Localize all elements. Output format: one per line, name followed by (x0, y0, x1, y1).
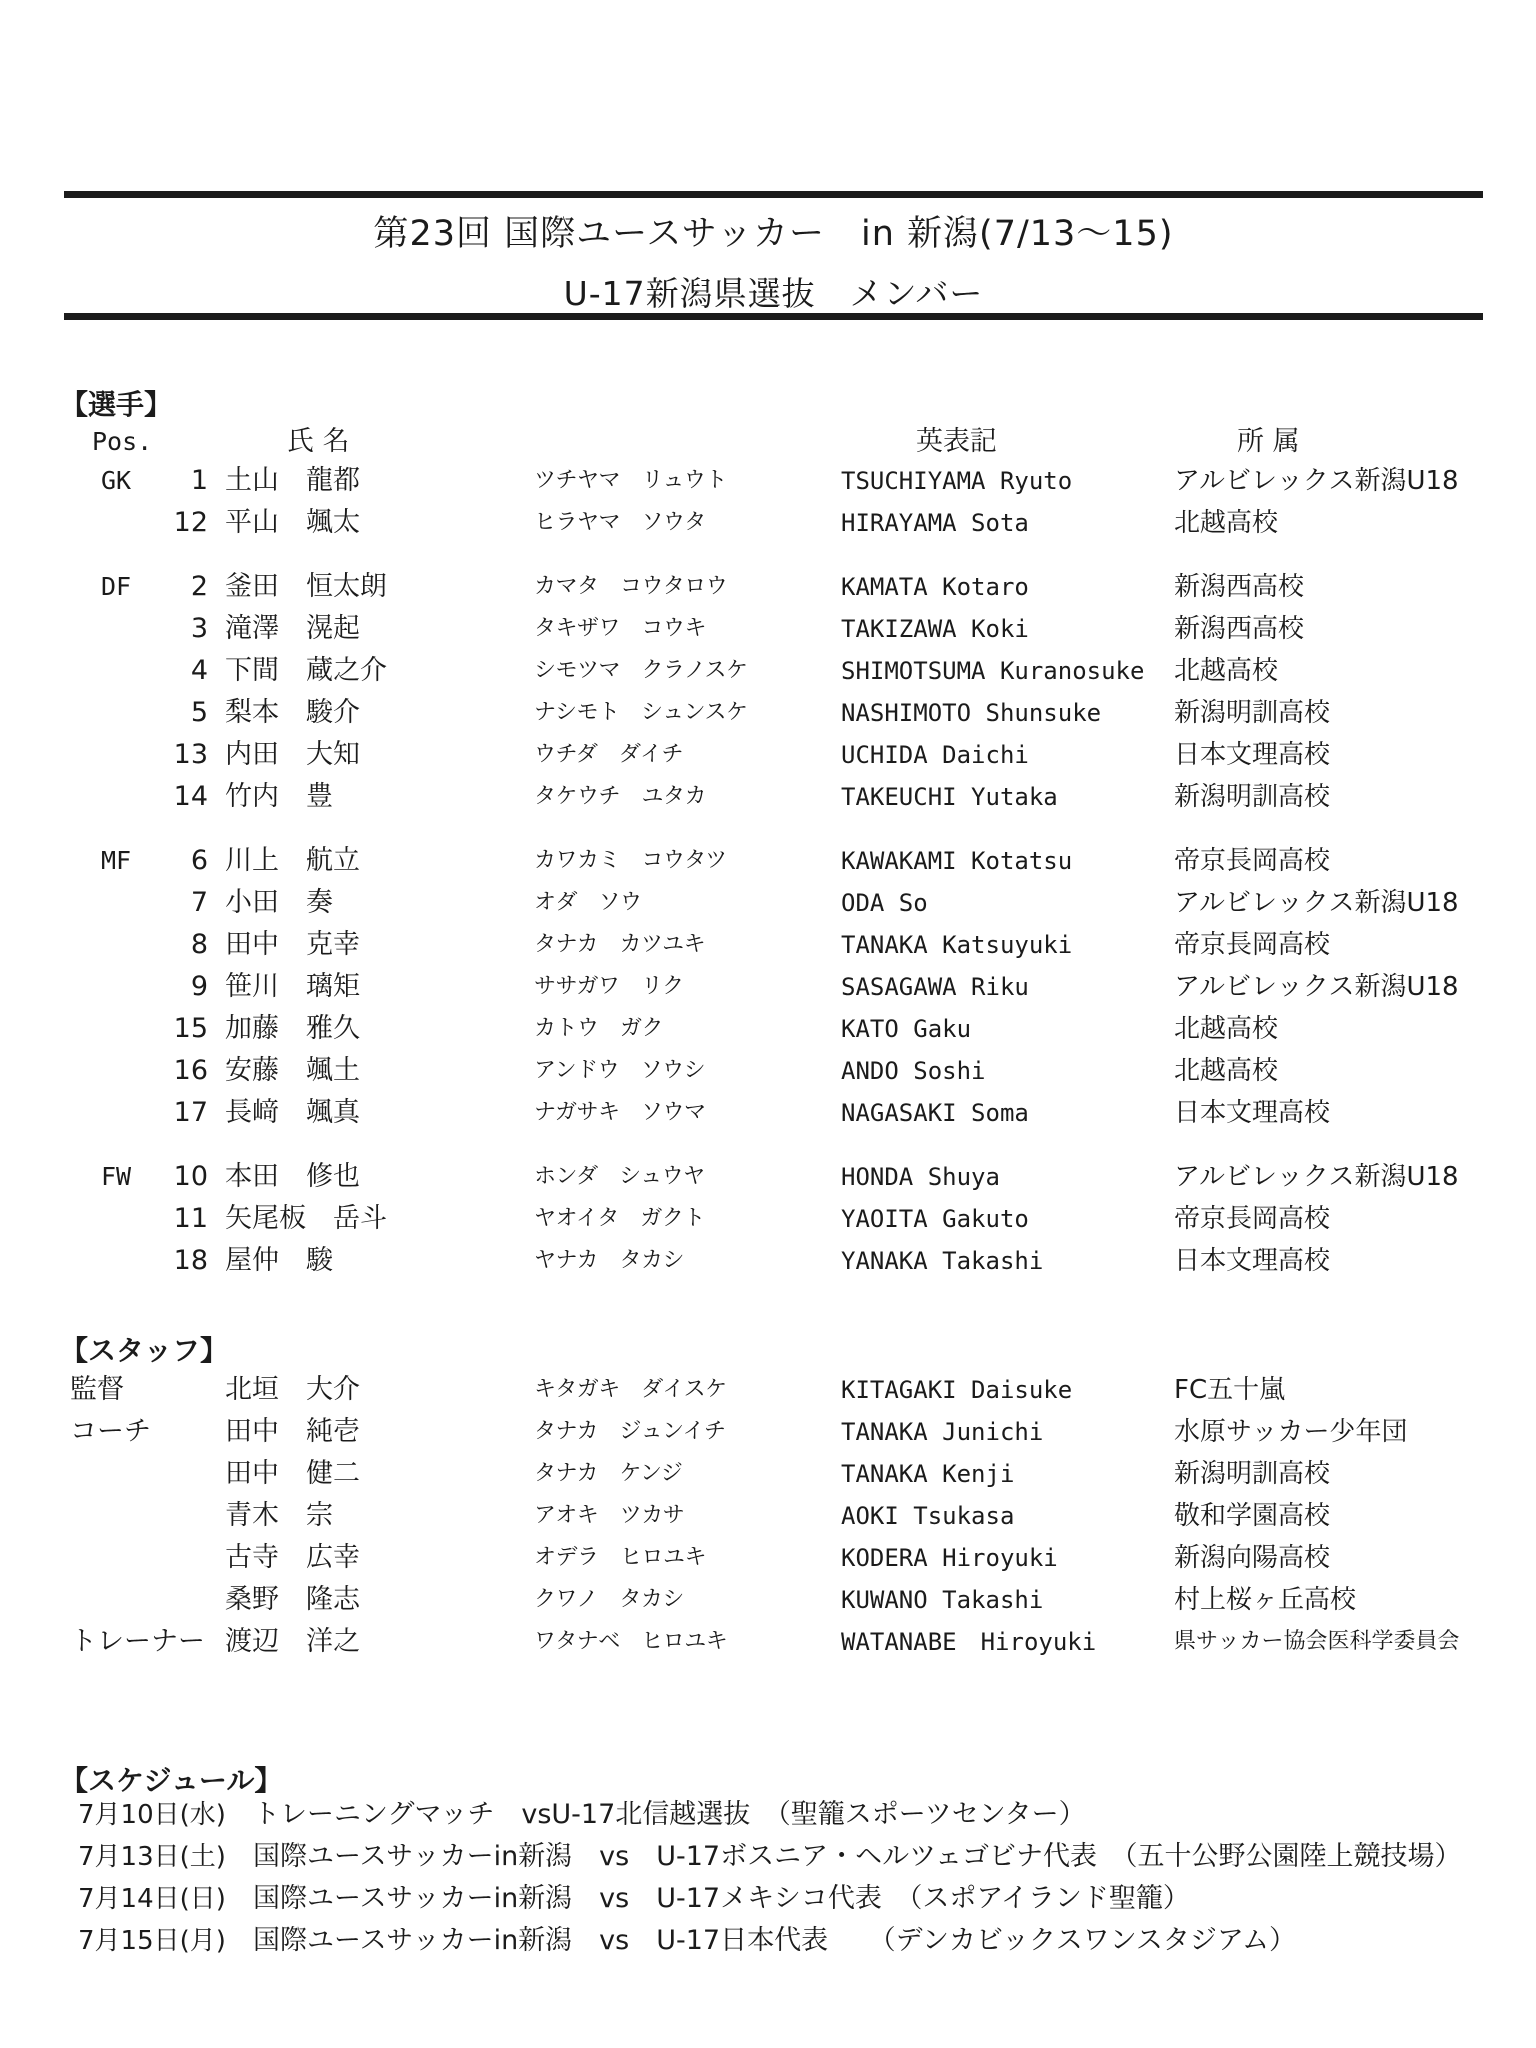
player-row (0, 1092, 1536, 1134)
staff-row (0, 1537, 1536, 1579)
player-name-kana: ナガサキ ソウマ (534, 1100, 706, 1125)
player-row (0, 1198, 1536, 1240)
player-position: FW (101, 1162, 132, 1191)
player-affiliation: 新潟西高校 (1174, 614, 1305, 644)
player-number: 6 (190, 845, 208, 876)
player-affiliation: 新潟西高校 (1174, 572, 1305, 602)
staff-rows (0, 1369, 1536, 1663)
player-row (0, 1156, 1536, 1198)
player-name-kanji: 土山 龍都 (225, 465, 360, 496)
player-number: 14 (173, 781, 208, 812)
player-number: 7 (190, 887, 208, 918)
schedule-row (0, 1794, 1536, 1836)
player-name-kanji: 屋仲 駿 (225, 1245, 333, 1276)
schedule-date: 7月15日(月) (78, 1926, 226, 1956)
staff-row (0, 1621, 1536, 1663)
player-name-english: YANAKA Takashi (841, 1247, 1044, 1275)
player-name-kanji: 釜田 恒太朗 (225, 571, 387, 602)
player-number: 11 (173, 1203, 208, 1234)
divider-under-title (64, 313, 1483, 320)
player-affiliation: 帝京長岡高校 (1174, 846, 1331, 876)
player-name-kanji: 矢尾板 岳斗 (225, 1203, 387, 1234)
staff-name-kanji: 青木 宗 (225, 1500, 333, 1531)
player-row (0, 966, 1536, 1008)
player-affiliation: 日本文理高校 (1174, 1098, 1331, 1128)
player-name-kana: ヒラヤマ ソウタ (534, 510, 706, 535)
player-row (0, 882, 1536, 924)
staff-name-english: WATANABE Hiroyuki (841, 1628, 1097, 1656)
player-affiliation: 北越高校 (1174, 508, 1279, 538)
player-name-english: TSUCHIYAMA Ryuto (841, 467, 1073, 495)
divider-top (64, 191, 1483, 198)
player-name-english: TAKIZAWA Koki (841, 615, 1029, 643)
player-affiliation: 北越高校 (1174, 656, 1279, 686)
player-affiliation: 帝京長岡高校 (1174, 930, 1331, 960)
player-name-kana: ササガワ リク (534, 974, 684, 999)
player-number: 5 (190, 697, 208, 728)
player-number: 3 (190, 613, 208, 644)
player-row (0, 1050, 1536, 1092)
player-affiliation: 帝京長岡高校 (1174, 1204, 1331, 1234)
staff-affiliation: 敬和学園高校 (1174, 1501, 1331, 1531)
staff-name-kana: タナカ ケンジ (534, 1461, 683, 1486)
player-name-kanji: 本田 修也 (225, 1161, 360, 1192)
player-name-kanji: 竹内 豊 (225, 781, 333, 812)
staff-heading: 【スタッフ】 (60, 1334, 229, 1367)
player-name-kana: カトウ ガク (534, 1016, 664, 1041)
staff-name-kanji: 田中 健二 (225, 1458, 360, 1489)
player-name-english: KAMATA Kotaro (841, 573, 1029, 601)
schedule-section (0, 1766, 1536, 1962)
staff-name-english: KUWANO Takashi (841, 1586, 1044, 1614)
player-name-kana: ウチダ ダイチ (534, 742, 683, 767)
player-name-kana: シモツマ クラノスケ (534, 658, 748, 683)
player-name-kanji: 小田 奏 (225, 887, 333, 918)
staff-name-english: TANAKA Junichi (841, 1418, 1044, 1446)
staff-name-kanji: 北垣 大介 (225, 1374, 360, 1405)
player-name-english: SHIMOTSUMA Kuranosuke (841, 657, 1145, 685)
player-row (0, 1240, 1536, 1282)
player-number: 17 (173, 1097, 208, 1128)
staff-name-kana: オデラ ヒロユキ (534, 1545, 707, 1570)
player-name-english: SASAGAWA Riku (841, 973, 1029, 1001)
staff-role: 監督 (70, 1374, 124, 1405)
player-row (0, 608, 1536, 650)
player-name-english: UCHIDA Daichi (841, 741, 1029, 769)
player-name-kana: ヤオイタ ガクト (534, 1206, 705, 1231)
player-affiliation: アルビレックス新潟U18 (1174, 972, 1459, 1002)
player-row (0, 460, 1536, 502)
staff-row (0, 1411, 1536, 1453)
player-row (0, 692, 1536, 734)
staff-name-english: KODERA Hiroyuki (841, 1544, 1058, 1572)
player-affiliation: 北越高校 (1174, 1056, 1279, 1086)
player-name-kana: タケウチ ユタカ (534, 784, 707, 809)
player-number: 16 (173, 1055, 208, 1086)
staff-name-kanji: 田中 純壱 (225, 1416, 360, 1447)
schedule-detail: 国際ユースサッカーin新潟 vs U-17ボスニア・ヘルツェゴビナ代表 （五十公野公園陸上競技場） (253, 1841, 1462, 1872)
staff-affiliation: FC五十嵐 (1174, 1375, 1286, 1405)
staff-role: トレーナー (70, 1626, 205, 1657)
player-number: 8 (190, 929, 208, 960)
staff-name-kana: キタガキ ダイスケ (534, 1377, 727, 1402)
staff-name-kana: クワノ タカシ (534, 1587, 684, 1612)
player-name-kanji: 安藤 颯土 (225, 1055, 360, 1086)
player-number: 13 (173, 739, 208, 770)
player-number: 12 (173, 507, 208, 538)
player-name-english: TANAKA Katsuyuki (841, 931, 1073, 959)
player-row (0, 502, 1536, 544)
schedule-date: 7月13日(土) (78, 1842, 226, 1872)
schedule-row (0, 1836, 1536, 1878)
player-name-english: ANDO Soshi (841, 1057, 986, 1085)
player-name-kanji: 平山 颯太 (225, 507, 360, 538)
player-number: 1 (190, 465, 208, 496)
column-header-pos: Pos. (92, 427, 153, 456)
staff-name-english: TANAKA Kenji (841, 1460, 1015, 1488)
player-name-kanji: 長﨑 颯真 (225, 1097, 360, 1128)
player-affiliation: 北越高校 (1174, 1014, 1279, 1044)
schedule-row (0, 1878, 1536, 1920)
player-row (0, 566, 1536, 608)
players-column-headers (0, 424, 1536, 460)
staff-role: コーチ (70, 1416, 151, 1447)
staff-section (0, 1336, 1536, 1663)
player-name-english: KATO Gaku (841, 1015, 972, 1043)
player-position: GK (101, 466, 132, 495)
player-name-kana: ナシモト シュンスケ (534, 700, 748, 725)
player-name-kanji: 滝澤 滉起 (225, 613, 360, 644)
player-name-kana: ツチヤマ リュウト (534, 468, 727, 493)
player-number: 9 (190, 971, 208, 1002)
player-number: 4 (190, 655, 208, 686)
schedule-rows (0, 1794, 1536, 1962)
staff-affiliation: 新潟明訓高校 (1174, 1459, 1331, 1489)
player-row (0, 776, 1536, 818)
player-row (0, 1008, 1536, 1050)
staff-name-kana: ワタナベ ヒロユキ (534, 1629, 728, 1654)
player-name-kana: ホンダ シュウヤ (534, 1164, 705, 1189)
staff-affiliation: 村上桜ヶ丘高校 (1174, 1585, 1357, 1615)
staff-affiliation: 水原サッカー少年団 (1174, 1417, 1408, 1447)
player-name-kanji: 田中 克幸 (225, 929, 360, 960)
schedule-row (0, 1920, 1536, 1962)
players-heading: 【選手】 (60, 388, 173, 421)
players-section (0, 390, 1536, 1282)
player-row (0, 924, 1536, 966)
player-name-english: ODA So (841, 889, 928, 917)
staff-name-kana: タナカ ジュンイチ (534, 1419, 726, 1444)
player-name-english: NAGASAKI Soma (841, 1099, 1029, 1127)
schedule-detail: 国際ユースサッカーin新潟 vs U-17メキシコ代表 （スポアイランド聖籠） (253, 1883, 1190, 1914)
player-affiliation: アルビレックス新潟U18 (1174, 466, 1459, 496)
player-affiliation: 新潟明訓高校 (1174, 698, 1331, 728)
player-name-kana: ヤナカ タカシ (534, 1248, 685, 1273)
player-row (0, 840, 1536, 882)
player-position: MF (101, 846, 132, 875)
player-affiliation: アルビレックス新潟U18 (1174, 1162, 1459, 1192)
schedule-date: 7月14日(日) (78, 1884, 226, 1914)
player-name-kana: タキザワ コウキ (534, 616, 707, 641)
player-name-kana: カマタ コウタロウ (534, 574, 728, 599)
schedule-heading: 【スケジュール】 (60, 1764, 283, 1797)
player-affiliation: 日本文理高校 (1174, 740, 1331, 770)
player-affiliation: 新潟明訓高校 (1174, 782, 1331, 812)
player-name-kana: カワカミ コウタツ (534, 848, 727, 873)
staff-name-kanji: 桑野 隆志 (225, 1584, 360, 1615)
player-name-kanji: 内田 大知 (225, 739, 360, 770)
column-header-english: 英表記 (916, 426, 997, 457)
column-header-name: 氏 名 (287, 426, 350, 457)
player-number: 18 (173, 1245, 208, 1276)
player-affiliation: アルビレックス新潟U18 (1174, 888, 1459, 918)
document-title: 第23回 国際ユースサッカー in 新潟(7/13～15) (373, 214, 1174, 254)
player-name-kanji: 梨本 駿介 (225, 697, 360, 728)
staff-name-kanji: 古寺 広幸 (225, 1542, 360, 1573)
staff-name-kana: アオキ ツカサ (534, 1503, 685, 1528)
player-rows (0, 460, 1536, 1282)
schedule-date: 7月10日(水) (78, 1800, 226, 1830)
player-name-english: HIRAYAMA Sota (841, 509, 1029, 537)
player-name-kanji: 下間 蔵之介 (225, 655, 387, 686)
staff-row (0, 1369, 1536, 1411)
schedule-detail: 国際ユースサッカーin新潟 vs U-17日本代表 （デンカビックスワンスタジアム） (253, 1925, 1296, 1956)
player-number: 15 (173, 1013, 208, 1044)
player-row (0, 734, 1536, 776)
player-name-kanji: 笹川 璃矩 (225, 971, 360, 1002)
staff-row (0, 1579, 1536, 1621)
staff-affiliation: 新潟向陽高校 (1174, 1543, 1331, 1573)
player-number: 2 (190, 571, 208, 602)
player-number: 10 (173, 1161, 208, 1192)
player-name-kanji: 加藤 雅久 (225, 1013, 360, 1044)
schedule-detail: トレーニングマッチ vsU-17北信越選抜 （聖籠スポーツセンター） (253, 1799, 1086, 1830)
player-name-english: NASHIMOTO Shunsuke (841, 699, 1102, 727)
player-name-kana: アンドウ ソウシ (534, 1058, 706, 1083)
staff-name-english: AOKI Tsukasa (841, 1502, 1015, 1530)
document-subtitle: U-17新潟県選抜 メンバー (563, 274, 984, 313)
staff-affiliation: 県サッカー協会医科学委員会 (1174, 1629, 1460, 1654)
staff-name-kanji: 渡辺 洋之 (225, 1626, 360, 1657)
column-header-club: 所 属 (1237, 426, 1300, 457)
player-name-english: KAWAKAMI Kotatsu (841, 847, 1073, 875)
player-name-english: TAKEUCHI Yutaka (841, 783, 1058, 811)
player-affiliation: 日本文理高校 (1174, 1246, 1331, 1276)
player-name-kana: オダ ソウ (534, 890, 642, 915)
staff-row (0, 1453, 1536, 1495)
player-name-kana: タナカ カツユキ (534, 932, 706, 957)
staff-name-english: KITAGAKI Daisuke (841, 1376, 1073, 1404)
player-name-kanji: 川上 航立 (225, 845, 360, 876)
player-name-english: HONDA Shuya (841, 1163, 1000, 1191)
player-position: DF (101, 572, 132, 601)
player-row (0, 650, 1536, 692)
player-name-english: YAOITA Gakuto (841, 1205, 1029, 1233)
staff-row (0, 1495, 1536, 1537)
